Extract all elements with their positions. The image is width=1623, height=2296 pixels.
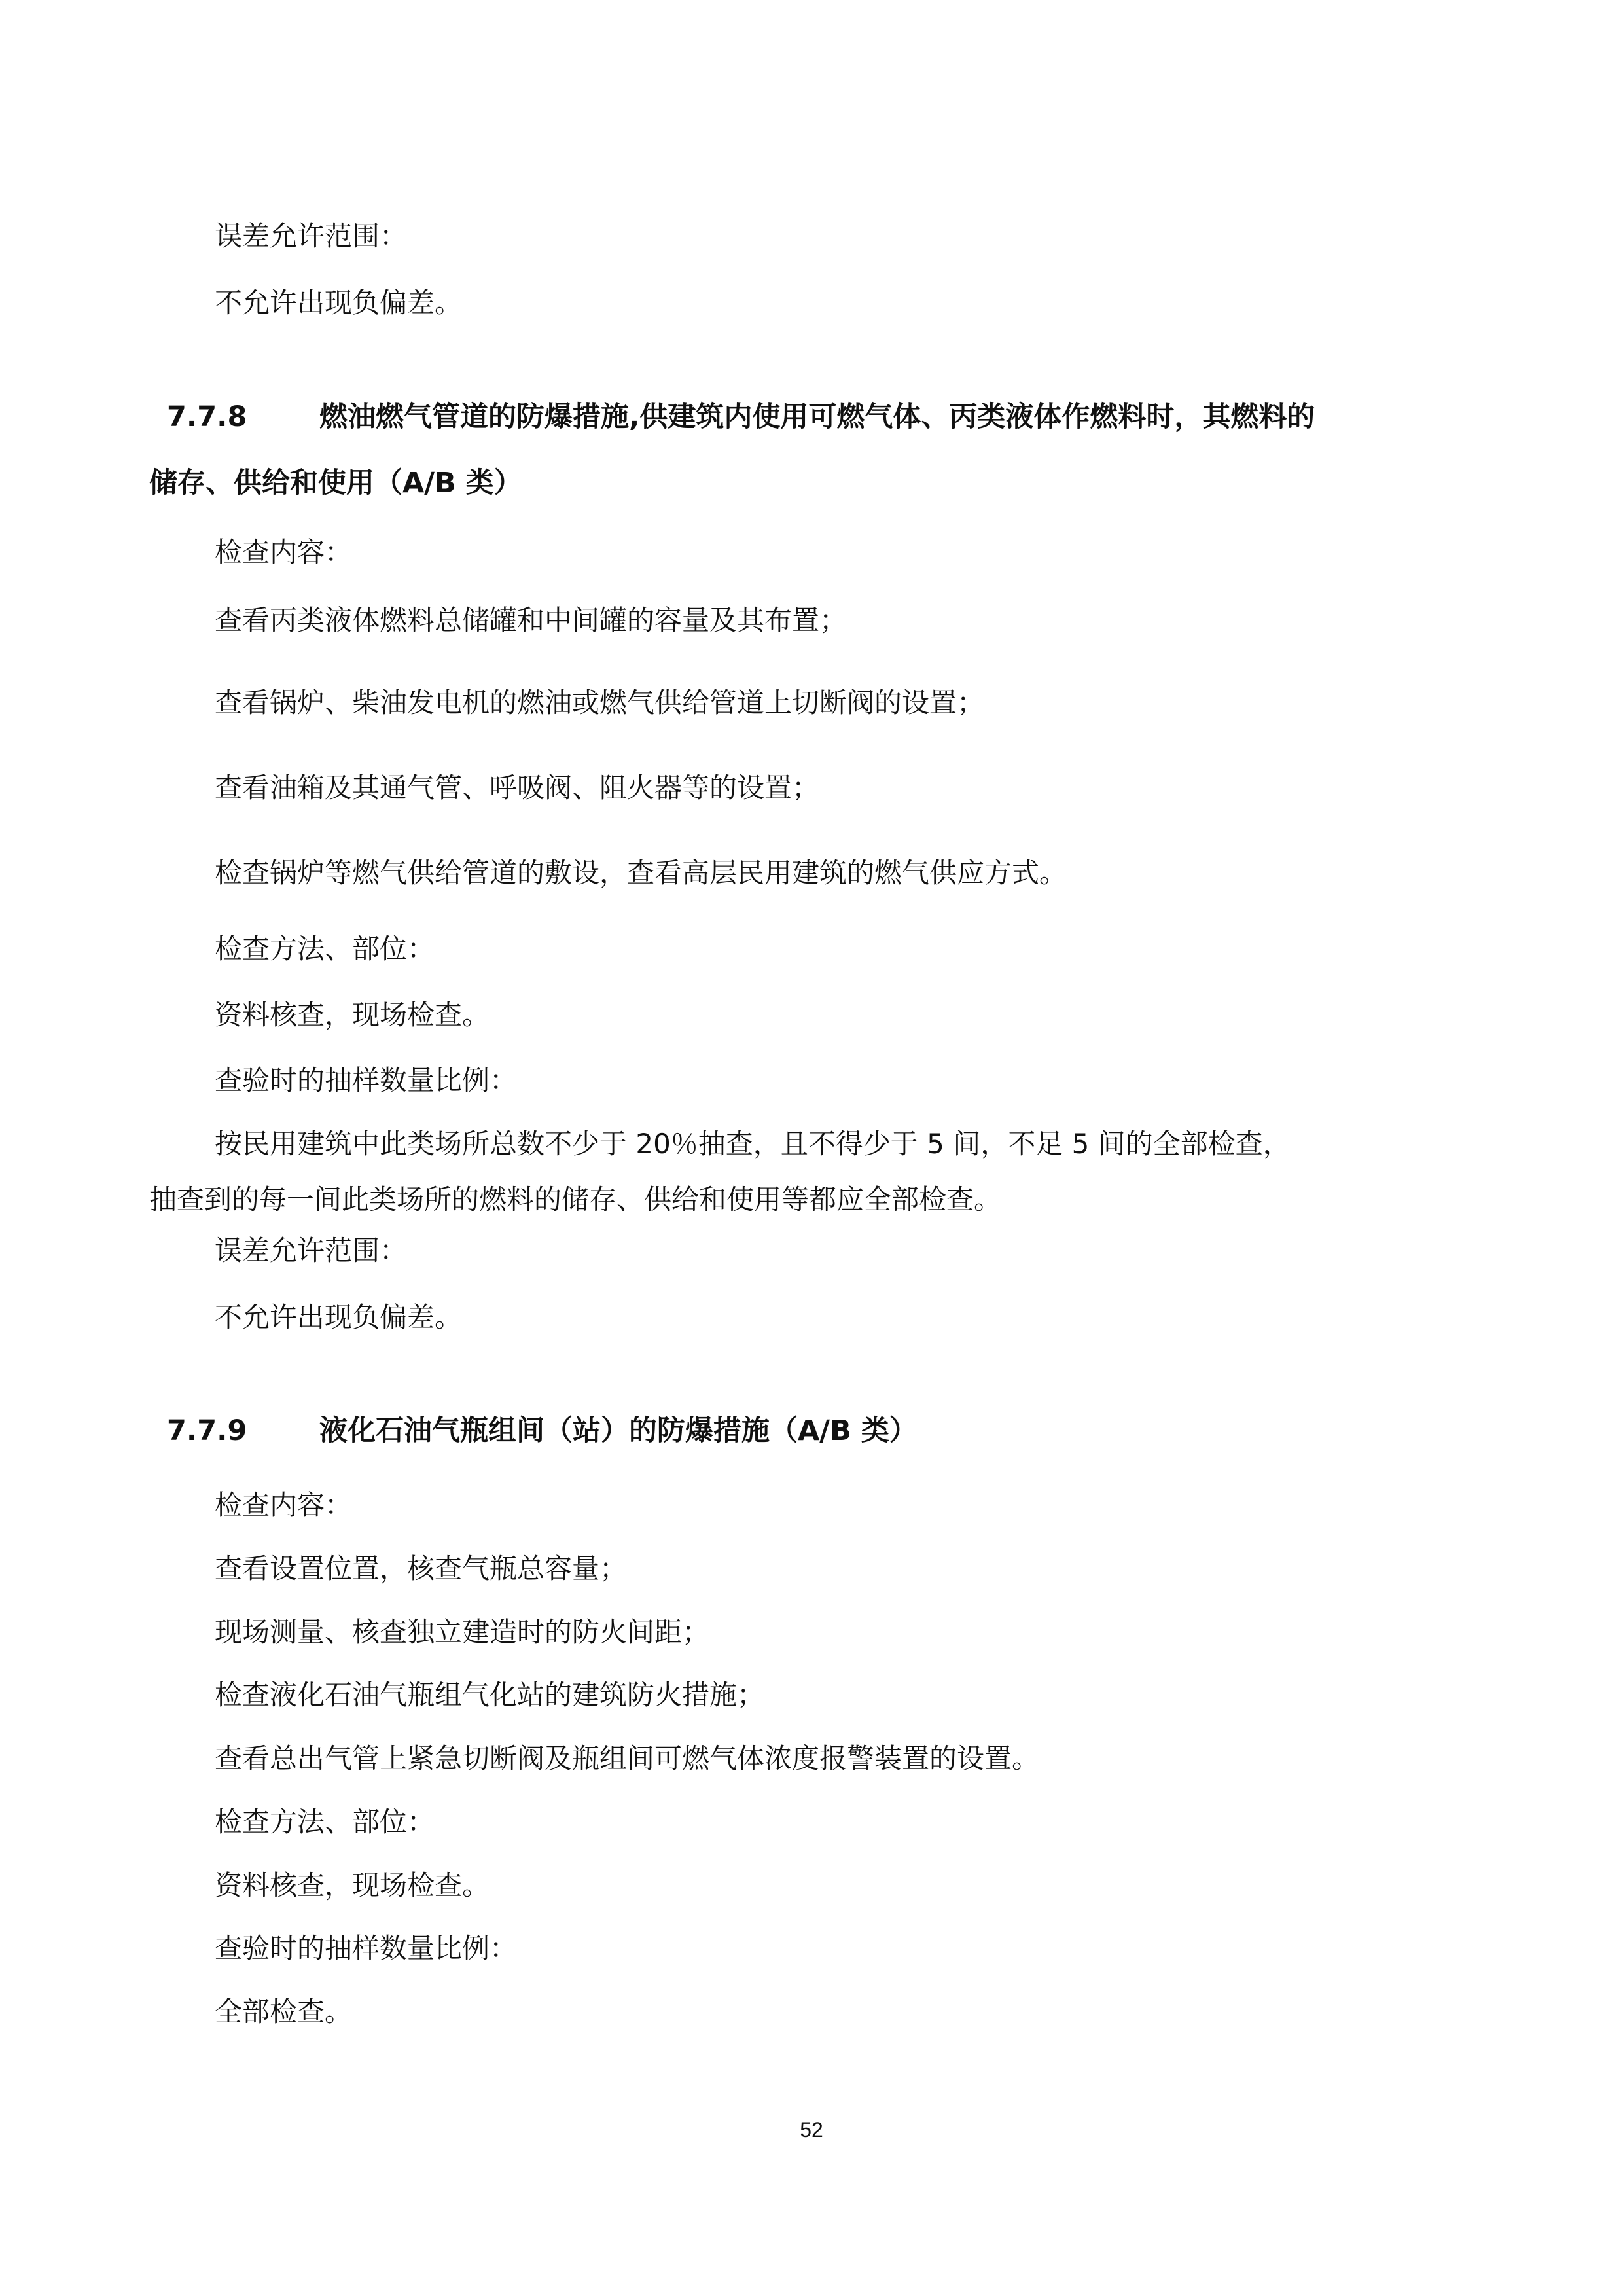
content-item: 查看设置位置，核查气瓶总容量； [215, 1552, 628, 1585]
sampling-text-line2: 抽查到的每一间此类场所的燃料的储存、供给和使用等都应全部检查。 [149, 1183, 1002, 1215]
content-label: 检查内容： [215, 536, 353, 568]
page-number: 52 [800, 2118, 823, 2142]
sampling-text: 全部检查。 [215, 1996, 353, 2028]
section-778-number: 7.7.8 [167, 401, 247, 433]
sampling-text-line1: 按民用建筑中此类场所总数不少于 20％抽查，且不得少于 5 间，不足 5 间的全部检查， [215, 1128, 1291, 1160]
content-item: 查看油箱及其通气管、呼吸阀、阻火器等的设置； [215, 772, 820, 804]
content-item: 检查锅炉等燃气供给管道的敷设，查看高层民用建筑的燃气供应方式。 [215, 857, 1067, 889]
sampling-label: 查验时的抽样数量比例： [215, 1932, 518, 1964]
content-item: 查看锅炉、柴油发电机的燃油或燃气供给管道上切断阀的设置； [215, 687, 985, 719]
section-779-title: 液化石油气瓶组间（站）的防爆措施（A/B 类） [319, 1414, 918, 1447]
content-label: 检查内容： [215, 1489, 353, 1521]
content-item: 现场测量、核查独立建造时的防火间距； [215, 1616, 710, 1648]
content-item: 检查液化石油气瓶组气化站的建筑防火措施； [215, 1679, 765, 1711]
section-778-title-line1: 燃油燃气管道的防爆措施,供建筑内使用可燃气体、丙类液体作燃料时，其燃料的 [319, 401, 1315, 433]
method-label: 检查方法、部位： [215, 933, 435, 965]
method-text: 资料核查，现场检查。 [215, 1869, 490, 1901]
tolerance-text: 不允许出现负偏差。 [215, 287, 463, 319]
tolerance-label: 误差允许范围： [215, 220, 408, 252]
tolerance-text: 不允许出现负偏差。 [215, 1301, 463, 1333]
sampling-label: 查验时的抽样数量比例： [215, 1064, 518, 1096]
method-text: 资料核查，现场检查。 [215, 999, 490, 1031]
content-item: 查看丙类液体燃料总储罐和中间罐的容量及其布置； [215, 604, 847, 636]
section-778-title-line2: 储存、供给和使用（A/B 类） [149, 467, 522, 499]
section-779-number: 7.7.9 [167, 1414, 247, 1447]
tolerance-label: 误差允许范围： [215, 1234, 408, 1266]
method-label: 检查方法、部位： [215, 1806, 435, 1838]
content-item: 查看总出气管上紧急切断阀及瓶组间可燃气体浓度报警装置的设置。 [215, 1742, 1040, 1774]
